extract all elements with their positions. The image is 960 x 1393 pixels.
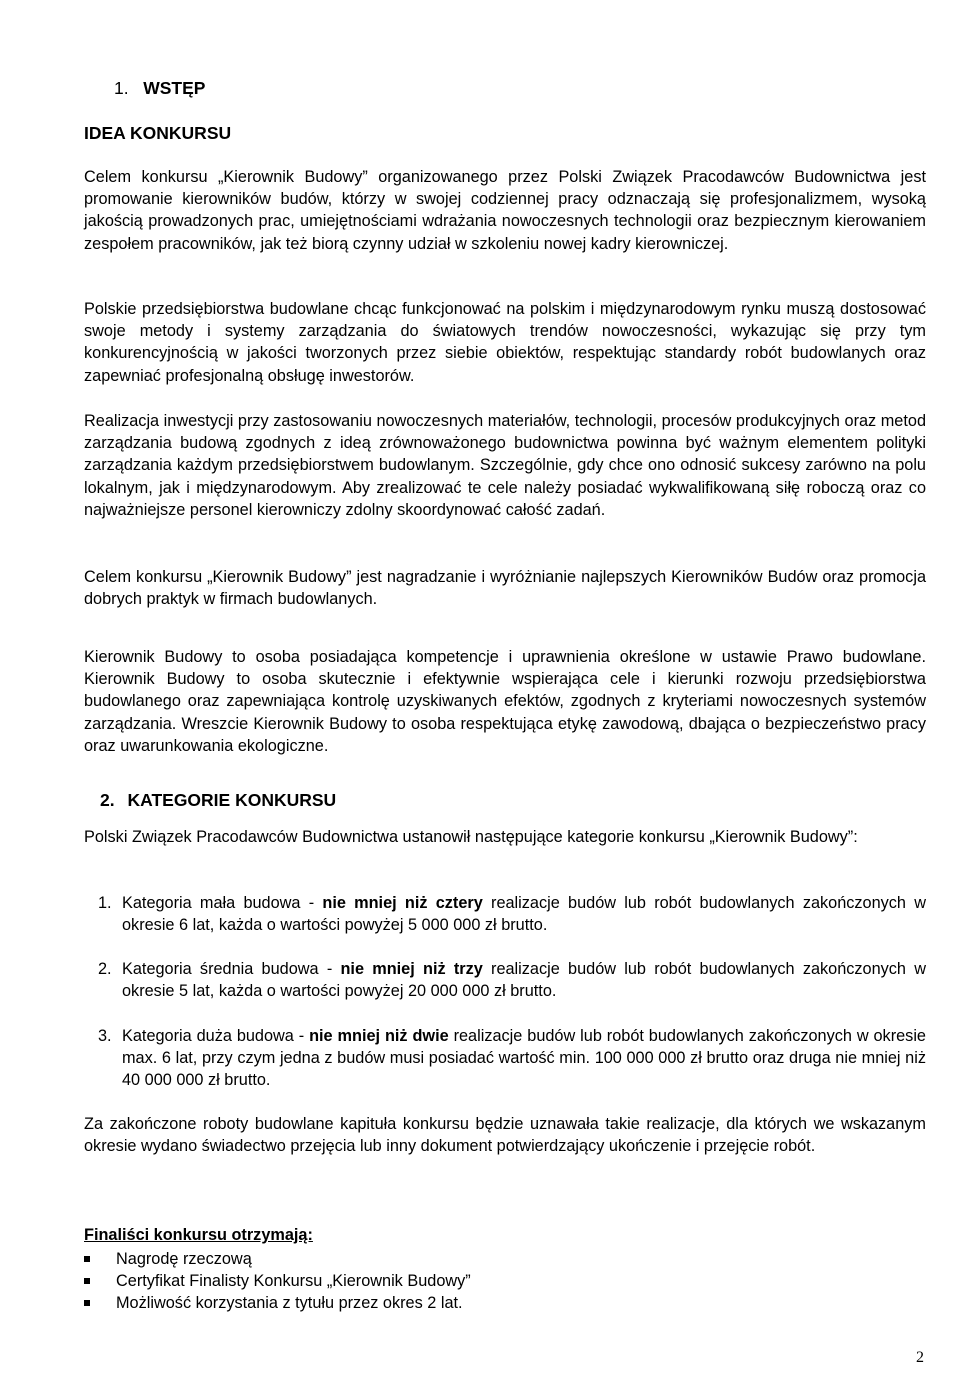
bullet-square-icon xyxy=(84,1278,90,1284)
category-text: Kategoria średnia budowa - nie mniej niż trzy realizacje budów lub robót budowlanych zakończonych w okresie 5 lat, każda o wartości powyżej 20 000 000 zł brutto. xyxy=(122,960,926,1001)
page-number: 2 xyxy=(916,1349,924,1366)
bullet-square-icon xyxy=(84,1300,90,1306)
paragraph-goal: Celem konkursu „Kierownik Budowy” jest nagradzanie i wyróżnianie najlepszych Kierowników Budów oraz promocja dobrych praktyk w firmach budowlanych. xyxy=(84,568,926,609)
prizes-list xyxy=(84,1248,471,1314)
paragraph-intro: Celem konkursu „Kierownik Budowy” organizowanego przez Polski Związek Pracodawców Budownictwa jest promowanie kierowników budów, którzy w swojej codziennej pracy odznaczają się profesjonalizmem, wysoką jakością prowadzonych prac, umiejętnościami wdrażania nowoczesnych technologii oraz bezpiecznym kierowaniem zespołem pracowników, jak też biorą czynny udział w szkoleniu nowej kadry kierowniczej. xyxy=(84,168,926,253)
paragraph-manager-definition: Kierownik Budowy to osoba posiadająca kompetencje i uprawnienia określone w ustawie Prawo budowlane. Kierownik Budowy to osoba skutecznie i efektywnie wspierająca cele i kierunki rozwoju przedsiębiorstwa budowlanego oraz zapewniająca kontrolę uzyskiwanych efektów, zgodnych z kryteriami nowoczesnych systemów zarządzania. Wreszcie Kierownik Budowy to osoba respektująca etykę zawodową, dbająca o bezpieczeństwo pracy oraz uwarunkowania ekologiczne. xyxy=(84,648,926,755)
section-2-title: KATEGORIE KONKURSU xyxy=(127,790,337,810)
category-number: 2. xyxy=(98,960,112,978)
category-text: Kategoria duża budowa - nie mniej niż dwie realizacje budów lub robót budowlanych zakończonych w okresie max. 6 lat, przy czym jedna z budów musi posiadać wartość min. 100 000 000 zł brutto oraz druga nie mniej niż 40 000 000 zł brutto. xyxy=(122,1027,926,1090)
category-number: 3. xyxy=(98,1027,112,1045)
bullet-square-icon xyxy=(84,1256,90,1262)
category-item xyxy=(84,1025,926,1092)
category-item xyxy=(84,892,926,936)
section-1-title: WSTĘP xyxy=(143,78,206,98)
category-text: Kategoria mała budowa - nie mniej niż cztery realizacje budów lub robót budowlanych zakończonych w okresie 6 lat, każda o wartości powyżej 5 000 000 zł brutto. xyxy=(122,894,926,935)
section-1-heading xyxy=(114,76,205,100)
completion-note: Za zakończone roboty budowlane kapituła konkursu będzie uznawała takie realizacje, dla których we wskazanym okresie wydano świadectwo przejęcia lub inny dokument potwierdzający ukończenie i przejęcie robót. xyxy=(84,1115,926,1156)
list-item: Nagrodę rzeczową xyxy=(84,1248,471,1270)
paragraph-companies: Polskie przedsiębiorstwa budowlane chcąc funkcjonować na polskim i międzynarodowym rynku muszą dostosować swoje metody i systemy zarządzania do światowych trendów nowoczesności, wykazując się przy tym konkurencyjnością w jakości tworzonych przez siebie obiektów, respektując standardy robót budowlanych oraz zapewniać profesjonalną obsługę inwestorów. xyxy=(84,300,926,385)
list-item: Certyfikat Finalisty Konkursu „Kierownik Budowy” xyxy=(84,1270,471,1292)
finalists-heading: Finaliści konkursu otrzymają: xyxy=(84,1226,313,1244)
category-item xyxy=(84,958,926,1002)
section-2-heading xyxy=(100,788,336,812)
paragraph-investment: Realizacja inwestycji przy zastosowaniu nowoczesnych materiałów, technologii, procesów produkcyjnych oraz metod zarządzania budową zgodnych z ideą zrównoważonego budownictwa powinna być ważnym elementem polityki zarządzania każdym przedsiębiorstwem budowlanym. Szczególnie, gdy chce ono odnosić sukcesy zarówno na polu lokalnym, jak i międzynarodowym. Aby zrealizować te cele należy posiadać wykwalifikowaną siłę roboczą oraz co najważniejsze personel kierowniczy zdolny skoordynować całość zadań. xyxy=(84,412,926,519)
categories-intro: Polski Związek Pracodawców Budownictwa ustanowił następujące kategorie konkursu „Kierownik Budowy”: xyxy=(84,828,858,846)
section-1-number: 1. xyxy=(114,78,129,98)
section-2-number: 2. xyxy=(100,790,115,810)
category-number: 1. xyxy=(98,894,112,912)
list-item: Możliwość korzystania z tytułu przez okres 2 lat. xyxy=(84,1292,471,1314)
idea-heading: IDEA KONKURSU xyxy=(84,123,232,143)
